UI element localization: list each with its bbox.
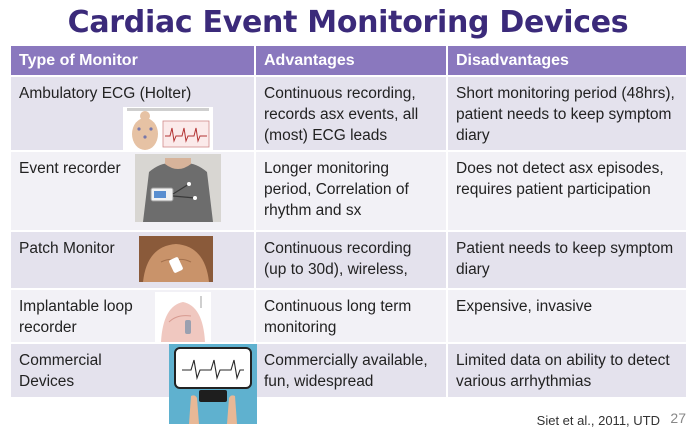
table-row xyxy=(11,289,686,343)
advantages-cell: Continuous long term monitoring xyxy=(255,289,447,343)
header-advantages: Advantages xyxy=(255,46,447,76)
disadvantages-cell: Patient needs to keep symptom diary xyxy=(447,231,686,289)
advantages-cell: Commercially available, fun, widespread xyxy=(255,343,447,397)
table-header-row xyxy=(11,46,686,76)
header-disadvantages: Disadvantages xyxy=(447,46,686,76)
header-type-of-monitor: Type of Monitor xyxy=(11,46,255,76)
advantages-cell: Continuous recording (up to 30d), wireless, xyxy=(255,231,447,289)
table-row xyxy=(11,151,686,231)
commercial-device-image xyxy=(169,344,257,424)
table-row xyxy=(11,76,686,151)
table-row xyxy=(11,231,686,289)
holter-ecg-image xyxy=(123,107,213,155)
monitor-type-label: Ambulatory ECG (Holter) xyxy=(19,85,192,102)
monitor-type-label: Event recorder xyxy=(19,160,121,177)
type-cell xyxy=(11,343,255,397)
slide-title: Cardiac Event Monitoring Devices xyxy=(67,5,629,40)
disadvantages-cell: Expensive, invasive xyxy=(447,289,686,343)
monitor-type-label: Implantable loop recorder xyxy=(19,298,133,336)
page-number: 27 xyxy=(670,410,686,426)
patch-monitor-image xyxy=(139,236,213,282)
disadvantages-cell: Does not detect asx episodes, requires patient participation xyxy=(447,151,686,231)
citation-footnote: Siet et al., 2011, UTD xyxy=(536,413,660,428)
type-cell xyxy=(11,76,255,151)
monitor-type-label: Commercial Devices xyxy=(19,352,102,390)
monitor-type-label: Patch Monitor xyxy=(19,240,115,257)
advantages-cell: Longer monitoring period, Correlation of rhythm and sx xyxy=(255,151,447,231)
disadvantages-cell: Limited data on ability to detect various arrhythmias xyxy=(447,343,686,397)
table-row xyxy=(11,343,686,397)
advantages-cell: Continuous recording, records asx events, all (most) ECG leads xyxy=(255,76,447,151)
implantable-loop-recorder-image xyxy=(155,292,211,342)
monitor-comparison-table xyxy=(11,46,686,397)
type-cell xyxy=(11,151,255,231)
disadvantages-cell: Short monitoring period (48hrs), patient needs to keep symptom diary xyxy=(447,76,686,151)
type-cell xyxy=(11,231,255,289)
event-recorder-image xyxy=(135,154,221,222)
type-cell xyxy=(11,289,255,343)
